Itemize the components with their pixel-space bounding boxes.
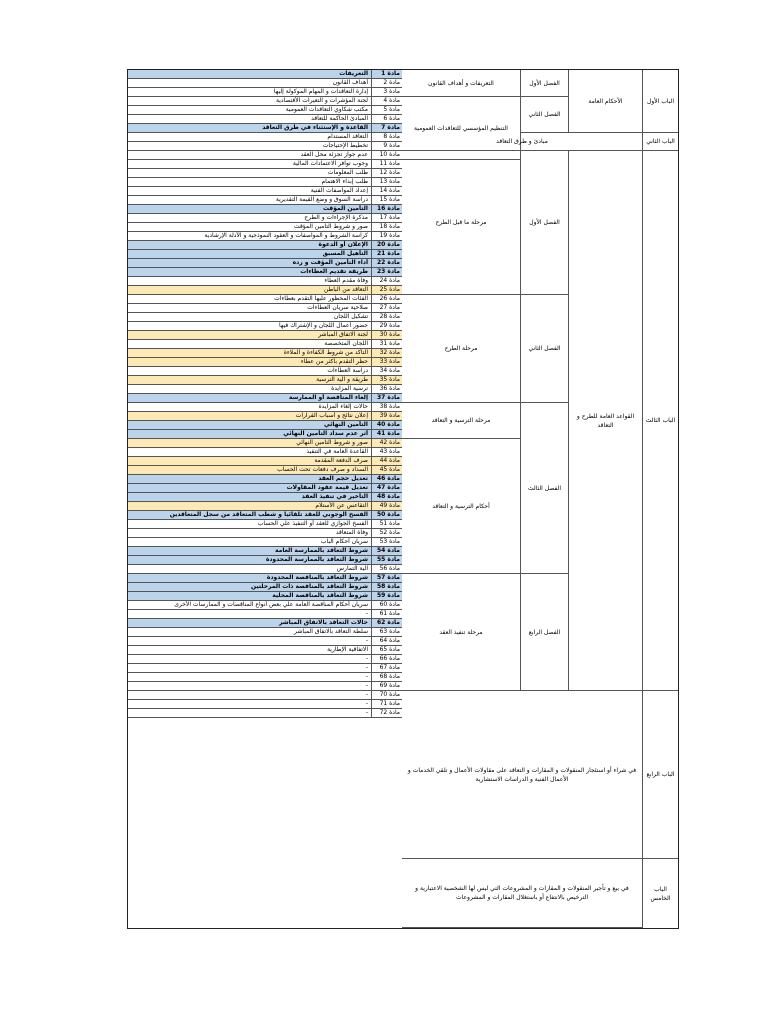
article-number: مادة 15: [379, 196, 400, 203]
article-number: مادة 14: [379, 187, 400, 194]
article-number: مادة 41: [376, 430, 400, 437]
part-3-chapter-1: الفصل الأول: [521, 151, 569, 295]
article-number: مادة 60: [379, 601, 400, 608]
article-title: التقاعس عن الأستلام: [128, 502, 372, 510]
stage-award: مرحلة الترسية و التعاقد: [402, 403, 521, 439]
article-row: [128, 439, 402, 448]
article-number: مادة 50: [376, 511, 400, 518]
article-row: [128, 592, 402, 601]
article-row: [128, 376, 402, 385]
article-row: [128, 169, 402, 178]
article-row: [128, 457, 402, 466]
article-title: طريقة و آلية الترسية: [128, 376, 372, 384]
article-title: القاعدة و الإستثناء في طرق التعاقد: [128, 124, 372, 132]
article-title: التعاقد المستدام: [128, 133, 372, 141]
article-title: صور و شروط التأمين النهائي: [128, 439, 372, 447]
article-title: الاتفاقية الإطارية: [128, 646, 372, 654]
article-title: دراسة العطاءات: [128, 367, 372, 375]
article-title: إلغاء المناقصة أو الممارسة: [128, 394, 372, 402]
article-number: مادة 69: [379, 682, 400, 689]
article-title: شروط التعاقد بالمناقصة ذات المرحلتين: [128, 583, 372, 591]
article-row: [128, 340, 402, 349]
article-number: مادة 68: [379, 673, 400, 680]
article-row: [128, 88, 402, 97]
article-number: مادة 46: [376, 475, 400, 482]
article-title: وجوب توافر الاعتمادات المالية: [128, 160, 372, 168]
article-row: [128, 277, 402, 286]
article-number: مادة 34: [379, 367, 400, 374]
article-row: [128, 583, 402, 592]
article-number: مادة 18: [379, 223, 400, 230]
article-row: [128, 700, 402, 709]
article-row: [128, 160, 402, 169]
article-title: -: [128, 655, 372, 663]
article-number: مادة 24: [379, 277, 400, 284]
article-row: [128, 709, 402, 718]
article-number: مادة 26: [379, 295, 400, 302]
article-number: مادة 1: [381, 70, 400, 77]
chapter-2-title: التنظيم المؤسسي للتعاقدات العمومية: [402, 97, 521, 160]
part-1: الباب الأول: [643, 70, 678, 133]
article-row: [128, 331, 402, 340]
article-number: مادة 37: [376, 394, 400, 401]
article-row: [128, 151, 402, 160]
part-4-title: في شراء أو استئجار المنقولات و المقارات و التعاقد على مقاولات الأعمال و تلقي الخدمات و الأعمال الفنية و الدراسات الاستشارية: [402, 691, 643, 859]
article-number: مادة 59: [376, 592, 400, 599]
article-row: [128, 430, 402, 439]
article-row: [128, 232, 402, 241]
article-row: [128, 619, 402, 628]
article-number: مادة 71: [379, 700, 400, 707]
article-title: القاعدة العامة في التنفيذ: [128, 448, 372, 456]
article-number: مادة 45: [379, 466, 400, 473]
article-row: [128, 538, 402, 547]
article-number: مادة 55: [376, 556, 400, 563]
article-number: مادة 8: [383, 133, 400, 140]
article-row: [128, 547, 402, 556]
part-5: الباب الخامس: [650, 885, 671, 902]
article-title: الفئات المحظور عليها التقدم بعطاءات: [128, 295, 372, 303]
article-number: مادة 57: [376, 574, 400, 581]
article-title: تعديل قيمة عقود المقاولات: [128, 484, 372, 492]
article-number: مادة 21: [376, 250, 400, 257]
article-row: [128, 124, 402, 133]
article-title: -: [128, 637, 372, 645]
part-2-title: مبادئ و طرق التعاقد: [402, 133, 643, 151]
article-title: عدم جواز تجزئة محل العقد: [128, 151, 372, 159]
chapter-2: الفصل الثاني: [521, 97, 569, 133]
article-title: مذكرة الإجراءات و الطرح: [128, 214, 372, 222]
stage-tender: مرحلة الطرح: [402, 295, 521, 403]
article-row: [128, 250, 402, 259]
article-row: [128, 646, 402, 655]
article-title: التأكد من شروط الكفاءة و الملاءة: [128, 349, 372, 357]
article-row: [128, 295, 402, 304]
article-title: كراسة الشروط و المواصفات و العقود النموذجية و الأدلة الإرشادية: [128, 232, 372, 240]
article-row: [128, 502, 402, 511]
article-title: إعلان نتائج و أسباب القرارات: [128, 412, 372, 420]
article-number: مادة 19: [379, 232, 400, 239]
part-3: الباب الثالث: [643, 151, 678, 691]
article-title: -: [128, 664, 372, 672]
article-title: التأمين النهائي: [128, 421, 372, 429]
article-number: مادة 63: [379, 628, 400, 635]
article-number: مادة 56: [379, 565, 400, 572]
article-number: مادة 58: [376, 583, 400, 590]
article-title: السداد و صرف دفعات تحت الحساب: [128, 466, 372, 474]
article-title: تخطيط الإحتياجات: [128, 142, 372, 150]
article-title: سلطة التعاقد بالاتفاق المباشر: [128, 628, 372, 636]
article-number: مادة 70: [379, 691, 400, 698]
article-number: مادة 42: [379, 439, 400, 446]
article-number: مادة 30: [379, 331, 400, 338]
article-title: سريان أحكام الباب: [128, 538, 372, 546]
article-row: [128, 682, 402, 691]
article-row: [128, 142, 402, 151]
part-3-title: القواعد العامة للطرح و التعاقد: [569, 151, 643, 691]
article-title: صلاحية سريان العطاءات: [128, 304, 372, 312]
article-title: طلب إبداء الاهتمام: [128, 178, 372, 186]
article-title: -: [128, 700, 372, 708]
article-number: مادة 5: [383, 106, 400, 113]
article-row: [128, 367, 402, 376]
article-number: مادة 33: [379, 358, 400, 365]
article-number: مادة 20: [376, 241, 400, 248]
article-number: مادة 6: [383, 115, 400, 122]
article-row: [128, 304, 402, 313]
chapter-1: الفصل الأول: [521, 70, 569, 97]
part-1-title: الأحكام العامة: [569, 70, 643, 133]
article-number: مادة 35: [379, 376, 400, 383]
article-title: ترسية المزايدة: [128, 385, 372, 393]
article-row: [128, 565, 402, 574]
article-row: [128, 475, 402, 484]
article-title: شروط التعاقد بالممارسة المحدودة: [128, 556, 372, 564]
article-row: [128, 484, 402, 493]
article-title: -: [128, 691, 372, 699]
article-title: طريقة تقديم العطاءات: [128, 268, 372, 276]
article-title: -: [128, 610, 372, 618]
chapter-1-title: التعريفات و أهداف القانون: [402, 70, 521, 97]
article-number: مادة 13: [379, 178, 400, 185]
article-row: [128, 205, 402, 214]
article-title: صرف الدفعة المقدمة: [128, 457, 372, 465]
article-row: [128, 637, 402, 646]
article-number: مادة 40: [376, 421, 400, 428]
article-row: [128, 628, 402, 637]
article-number: مادة 65: [379, 646, 400, 653]
article-row: [128, 187, 402, 196]
article-title: إدارة التعاقدات و المهام الموكولة إليها: [128, 88, 372, 96]
article-number: مادة 3: [383, 88, 400, 95]
article-number: مادة 32: [379, 349, 400, 356]
article-row: [128, 133, 402, 142]
article-row: [128, 673, 402, 682]
article-row: [128, 79, 402, 88]
article-title: وفاة مقدم العطاء: [128, 277, 372, 285]
article-title: تعديل حجم العقد: [128, 475, 372, 483]
article-number: مادة 44: [379, 457, 400, 464]
article-number: مادة 64: [379, 637, 400, 644]
article-title: إعداد المواصفات الفنية: [128, 187, 372, 195]
article-title: دراسة السوق و وضع القيمة التقديرية: [128, 196, 372, 204]
article-row: [128, 259, 402, 268]
article-number: مادة 2: [383, 79, 400, 86]
article-title: أثر عدم سداد التأمين النهائي: [128, 430, 372, 438]
article-row: [128, 358, 402, 367]
article-number: مادة 36: [379, 385, 400, 392]
article-title: تشكيل اللجان: [128, 313, 372, 321]
article-row: [128, 448, 402, 457]
article-title: -: [128, 709, 372, 717]
article-row: [128, 610, 402, 619]
article-number: مادة 52: [379, 529, 400, 536]
article-number: مادة 62: [376, 619, 400, 626]
article-row: [128, 214, 402, 223]
part-5-title: في بيع و تأجير المنقولات و المقارات و المشروعات التي ليس لها الشخصية الاعتبارية و الترخيص بالانتفاع أو باستغلال المقارات و المشروعات: [402, 859, 643, 928]
article-row: [128, 70, 402, 79]
article-number: مادة 7: [381, 124, 400, 131]
article-row: [128, 529, 402, 538]
article-row: [128, 313, 402, 322]
article-row: [128, 511, 402, 520]
stage-award-provisions: أحكام الترسية و التعاقد: [402, 439, 521, 574]
article-title: آلية التمارس: [128, 565, 372, 573]
article-row: [128, 268, 402, 277]
article-title: صور و شروط التأمين المؤقت: [128, 223, 372, 231]
article-number: مادة 39: [379, 412, 400, 419]
article-number: مادة 48: [376, 493, 400, 500]
article-row: [128, 178, 402, 187]
article-row: [128, 691, 402, 700]
article-number: مادة 25: [379, 286, 400, 293]
article-row: [128, 655, 402, 664]
article-row: [128, 394, 402, 403]
article-title: لجنة الاتفاق المباشر: [128, 331, 372, 339]
article-row: [128, 403, 402, 412]
article-title: حظر التقدم بأكثر من عطاء: [128, 358, 372, 366]
article-row: [128, 601, 402, 610]
part-3-chapter-3: الفصل الثالث: [521, 403, 569, 574]
article-title: -: [128, 673, 372, 681]
part-4: الباب الرابع: [643, 691, 678, 859]
article-number: مادة 38: [379, 403, 400, 410]
article-row: [128, 421, 402, 430]
article-row: [128, 241, 402, 250]
article-row: [128, 286, 402, 295]
part-3-chapter-2: الفصل الثاني: [521, 295, 569, 403]
article-title: وفاة المتعاقد: [128, 529, 372, 537]
article-title: الفسخ الوجوبي للعقد تلقائيا و شطب المتعاقد من سجل المتعاقدين: [128, 511, 372, 519]
article-title: المبادئ الحاكمة للتعاقد: [128, 115, 372, 123]
article-number: مادة 31: [379, 340, 400, 347]
article-number: مادة 28: [379, 313, 400, 320]
article-title: شروط التعاقد بالمناقصة المحدودة: [128, 574, 372, 582]
article-title: حضور أعمال اللجان و الإشتراك فيها: [128, 322, 372, 330]
article-title: التأخير في تنفيذ العقد: [128, 493, 372, 501]
article-row: [128, 556, 402, 565]
article-number: مادة 29: [379, 322, 400, 329]
article-title: شروط التعاقد بالممارسة العامة: [128, 547, 372, 555]
article-row: [128, 412, 402, 421]
article-number: مادة 49: [379, 502, 400, 509]
article-number: مادة 9: [383, 142, 400, 149]
article-row: [128, 664, 402, 673]
article-number: مادة 66: [379, 655, 400, 662]
article-title: اللجان المتخصصة: [128, 340, 372, 348]
law-structure-table: [127, 69, 679, 929]
article-title: الإعلان أو الدعوة: [128, 241, 372, 249]
article-title: أهداف القانون: [128, 79, 372, 87]
stage-pre-tender: مرحلة ما قبل الطرح: [402, 151, 521, 295]
article-row: [128, 196, 402, 205]
article-number: مادة 11: [379, 160, 400, 167]
article-title: التأهيل المسبق: [128, 250, 372, 258]
article-row: [128, 223, 402, 232]
article-number: مادة 23: [376, 268, 400, 275]
article-title: لجنة المؤشرات و التعيرات الأقتصادية: [128, 97, 372, 105]
article-number: مادة 43: [379, 448, 400, 455]
article-number: مادة 54: [376, 547, 400, 554]
article-title: سريان أحكام المناقصة العامة علي بعض أنواع المناقصات و الممارسات الأخرى: [128, 601, 372, 609]
article-number: مادة 4: [383, 97, 400, 104]
article-title: مكتب شكاوي التعاقدات العمومية: [128, 106, 372, 114]
stage-execution: مرحلة تنفيذ العقد: [402, 574, 521, 691]
article-number: مادة 51: [379, 520, 400, 527]
article-title: طلب المعلومات: [128, 169, 372, 177]
article-title: حالات إلغاء المزايدة: [128, 403, 372, 411]
article-title: التعريفات: [128, 70, 372, 78]
article-row: [128, 115, 402, 124]
article-title: حالات التعاقد بالاتفاق المباشر: [128, 619, 372, 627]
article-number: مادة 10: [379, 151, 400, 158]
article-row: [128, 520, 402, 529]
article-title: أداء التأمين المؤقت و رده: [128, 259, 372, 267]
article-row: [128, 97, 402, 106]
part-2: الباب الثاني: [643, 133, 678, 151]
article-title: التأمين المؤقت: [128, 205, 372, 213]
article-number: مادة 67: [379, 664, 400, 671]
article-number: مادة 12: [379, 169, 400, 176]
part-3-chapter-4: الفصل الرابع: [521, 574, 569, 691]
article-row: [128, 322, 402, 331]
article-row: [128, 349, 402, 358]
article-title: -: [128, 682, 372, 690]
article-title: التعاقد من الباطن: [128, 286, 372, 294]
article-row: [128, 574, 402, 583]
article-number: مادة 72: [379, 709, 400, 716]
article-row: [128, 466, 402, 475]
article-number: مادة 22: [376, 259, 400, 266]
article-row: [128, 493, 402, 502]
article-number: مادة 16: [376, 205, 400, 212]
article-title: الفسخ الجوازي للعقد أو التنفيذ علي الحساب: [128, 520, 372, 528]
article-number: مادة 61: [379, 610, 400, 617]
article-number: مادة 17: [379, 214, 400, 221]
article-number: مادة 27: [379, 304, 400, 311]
article-row: [128, 106, 402, 115]
article-row: [128, 385, 402, 394]
article-number: مادة 53: [379, 538, 400, 545]
article-title: شروط التعاقد بالمناقصة المحلية: [128, 592, 372, 600]
article-number: مادة 47: [376, 484, 400, 491]
